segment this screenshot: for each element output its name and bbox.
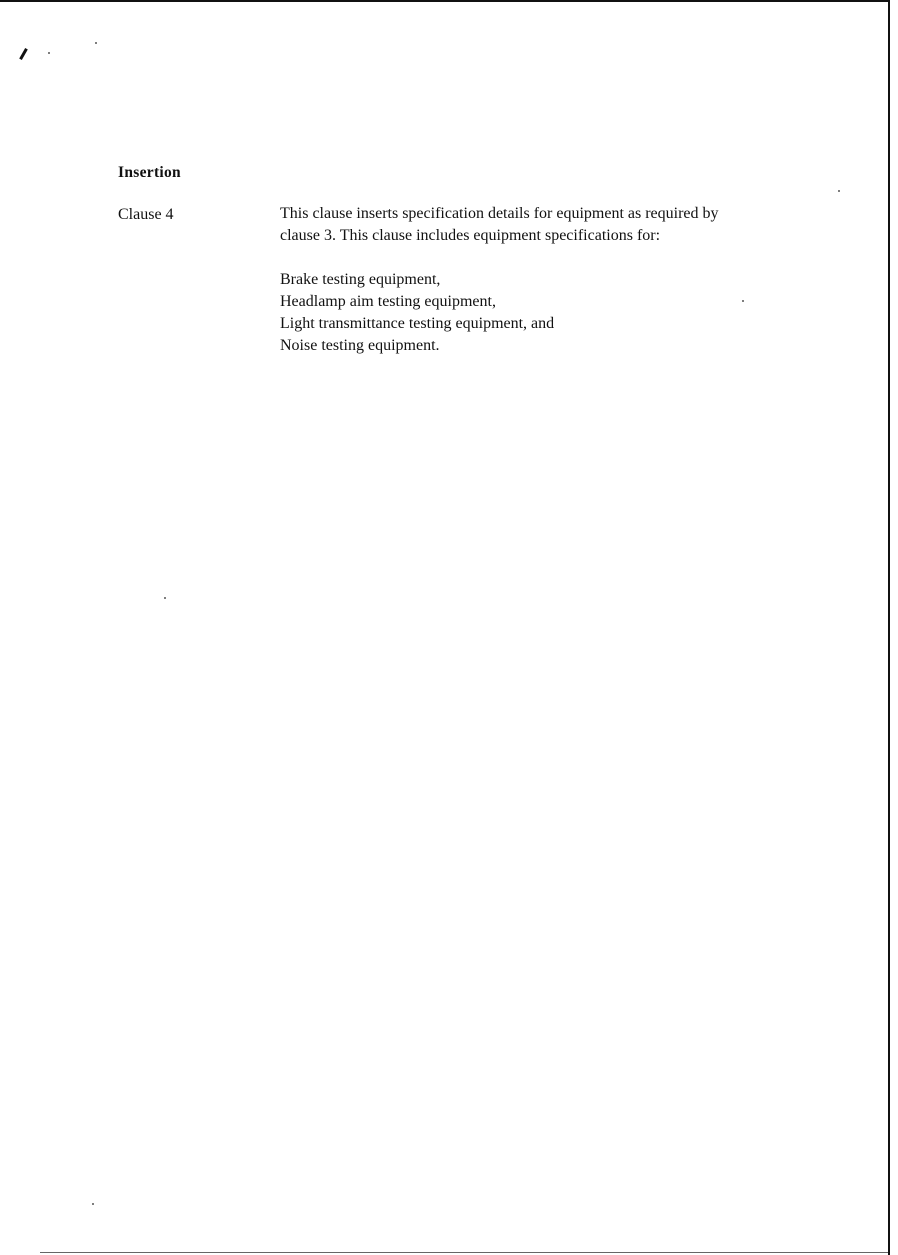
scan-speck — [164, 597, 166, 599]
scan-edge-bottom — [40, 1252, 888, 1253]
scan-edge-top — [0, 0, 888, 2]
equipment-list-item: Noise testing equipment. — [280, 337, 440, 354]
clause-label: Clause 4 — [118, 206, 174, 223]
scan-edge-right — [888, 0, 890, 1255]
equipment-list-item: Brake testing equipment, — [280, 271, 441, 288]
equipment-list-item: Light transmittance testing equipment, and — [280, 315, 555, 332]
scan-mark — [19, 48, 28, 60]
scan-speck — [92, 1203, 94, 1205]
equipment-list-item: Headlamp aim testing equipment, — [280, 293, 496, 310]
section-heading: Insertion — [118, 164, 181, 181]
equipment-list — [280, 269, 800, 357]
clause-intro-line: This clause inserts specification details for equipment as required by — [280, 205, 719, 222]
scan-speck — [838, 190, 840, 192]
scan-speck — [48, 52, 50, 54]
scan-speck — [95, 42, 97, 44]
clause-body — [280, 203, 800, 357]
clause-intro-line: clause 3. This clause includes equipment specifications for: — [280, 227, 661, 244]
